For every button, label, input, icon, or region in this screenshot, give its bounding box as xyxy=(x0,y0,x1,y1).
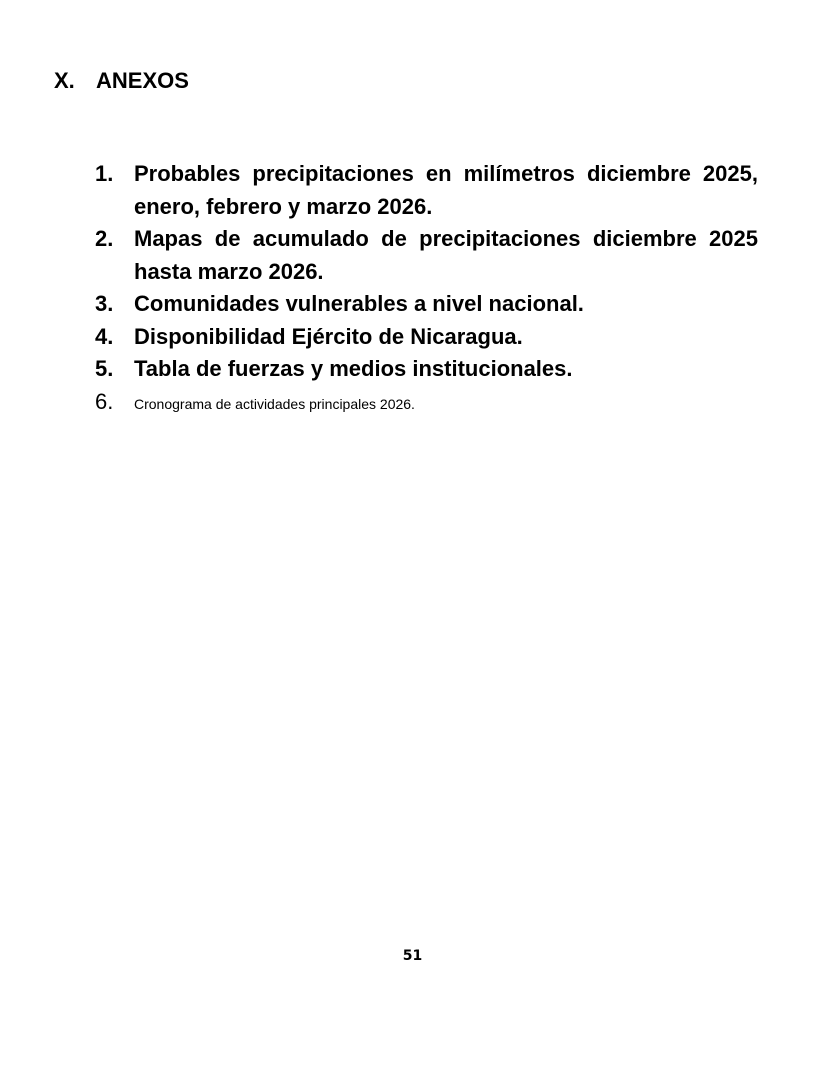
annex-number: 5. xyxy=(95,356,114,381)
annex-number: 2. xyxy=(95,226,114,251)
annex-text: Mapas de acumulado de precipitaciones diciembre 2025 hasta marzo 2026. xyxy=(134,226,758,284)
section-number: X. xyxy=(54,68,75,93)
annex-text: Tabla de fuerzas y medios institucionales. xyxy=(134,356,573,381)
annex-number: 3. xyxy=(95,291,114,316)
annex-item xyxy=(95,353,758,386)
annex-text: Probables precipitaciones en milímetros diciembre 2025, enero, febrero y marzo 2026. xyxy=(134,161,758,219)
annex-number: 6. xyxy=(95,388,114,414)
annex-list xyxy=(95,158,758,420)
page-number: 51 xyxy=(402,948,423,964)
annex-item xyxy=(95,288,758,321)
annex-number: 1. xyxy=(95,161,114,186)
annex-text: Disponibilidad Ejército de Nicaragua. xyxy=(134,323,523,349)
section-title: ANEXOS xyxy=(96,68,189,93)
annex-item xyxy=(95,321,758,354)
annex-text: Comunidades vulnerables a nivel nacional. xyxy=(134,291,584,316)
annex-text: Cronograma de actividades principales 2026. xyxy=(134,395,415,412)
annex-item xyxy=(95,223,758,288)
annex-number: 4. xyxy=(95,323,114,349)
section-heading xyxy=(54,68,189,94)
annex-item xyxy=(95,158,758,223)
annex-item xyxy=(95,386,758,420)
